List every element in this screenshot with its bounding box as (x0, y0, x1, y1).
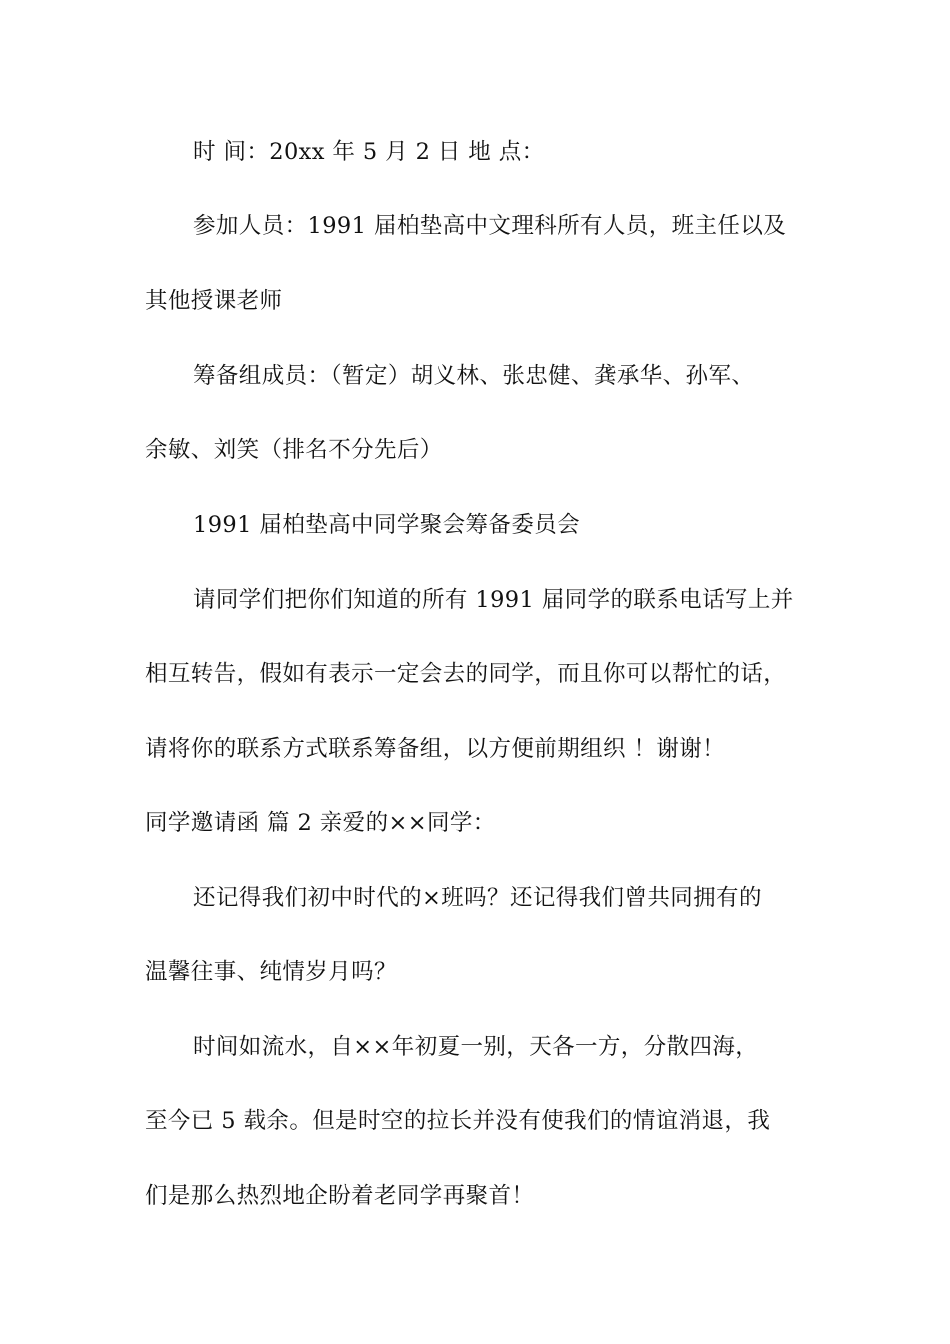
event-time-place: 时 间：20xx 年 5 月 2 日 地 点： (193, 139, 545, 165)
committee-members-line-2: 余敏、刘笑（排名不分先后） (145, 437, 443, 463)
letter-para2-line-3: 们是那么热烈地企盼着老同学再聚首！ (145, 1183, 535, 1209)
participants-line-1: 参加人员：1991 届柏垫高中文理科所有人员，班主任以及 (193, 213, 787, 239)
letter-para1-line-2: 温馨往事、纯情岁月吗？ (145, 959, 397, 985)
request-line-2: 相互转告，假如有表示一定会去的同学，而且你可以帮忙的话， (145, 661, 787, 687)
letter-para1-line-1: 还记得我们初中时代的×班吗？还记得我们曾共同拥有的 (193, 885, 762, 911)
request-line-3: 请将你的联系方式联系筹备组，以方便前期组织 ！谢谢！ (145, 736, 726, 762)
letter-para2-line-1: 时间如流水，自××年初夏一别，天各一方，分散四海， (193, 1034, 759, 1060)
letter-para2-line-2: 至今已 5 载余。但是时空的拉长并没有使我们的情谊消退，我 (145, 1108, 771, 1134)
letter-heading: 同学邀请函 篇 2 亲爱的××同学： (145, 810, 496, 836)
committee-name: 1991 届柏垫高中同学聚会筹备委员会 (193, 512, 581, 538)
participants-line-2: 其他授课老师 (145, 288, 283, 314)
committee-members-line-1: 筹备组成员：（暂定）胡义林、张忠健、龚承华、孙军、 (193, 363, 755, 389)
request-line-1: 请同学们把你们知道的所有 1991 届同学的联系电话写上并 (193, 587, 794, 613)
